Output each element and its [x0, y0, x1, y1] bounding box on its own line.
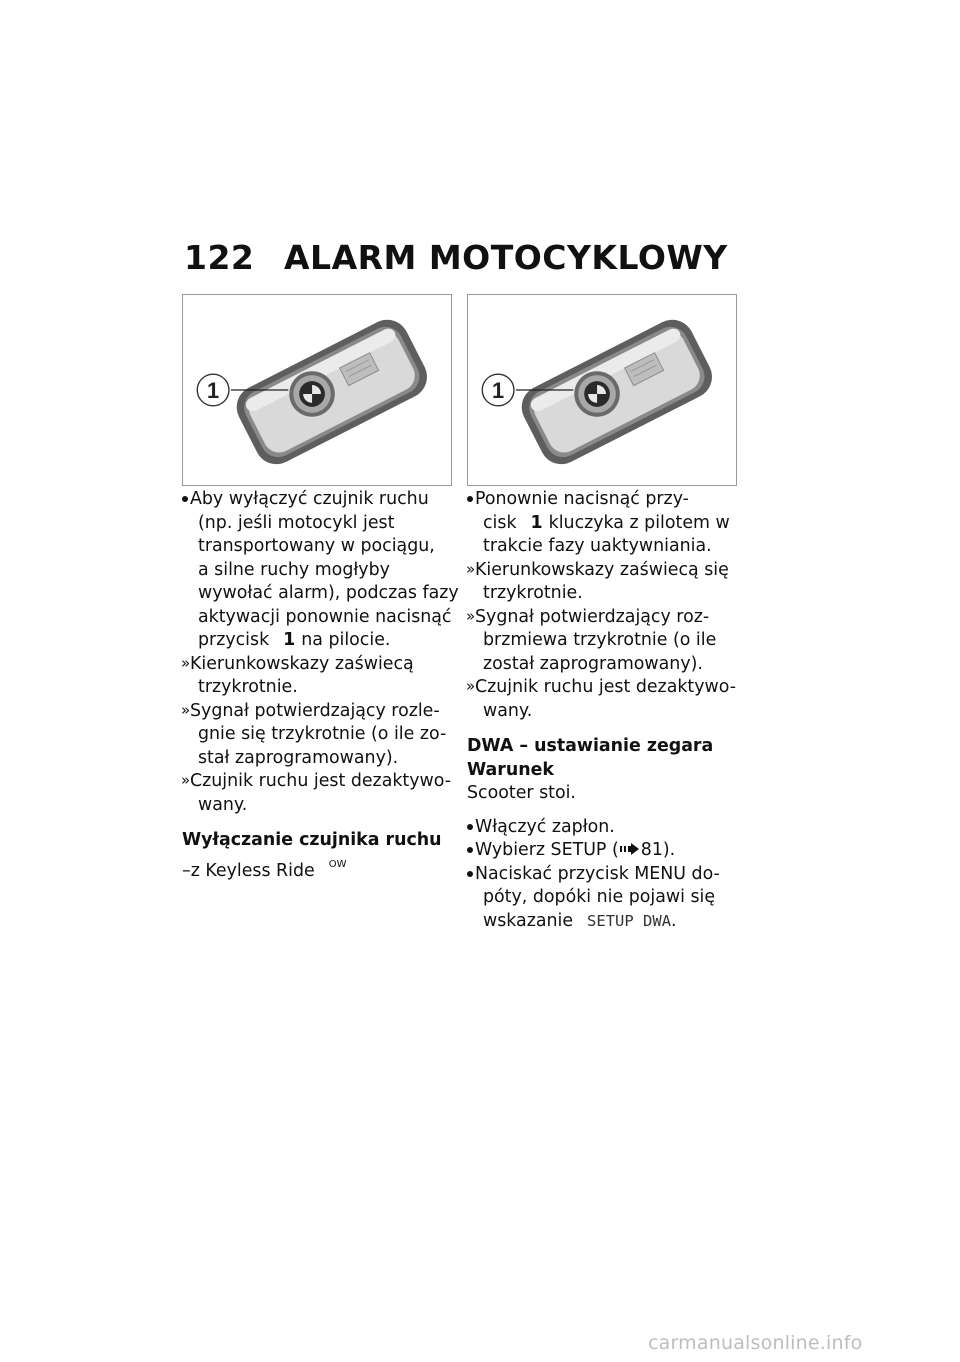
section-subheading: –z Keyless Ride $^{OW}$: [182, 858, 347, 881]
result-item: Czujnik ruchu jest dezaktywo- wany.: [475, 677, 736, 721]
result-item: Sygnał potwierdzający roz- brzmiewa trzykrotnie (o ile został zaprogramowany).: [475, 606, 717, 674]
callout-label: 1: [207, 377, 220, 403]
result-item: Kierunkowskazy zaświecą trzykrotnie.: [190, 653, 414, 697]
display-text: SETUP DWA: [587, 911, 672, 930]
reference-number: 1: [283, 630, 296, 650]
left-column: [182, 488, 459, 883]
section-heading: Wyłączanie czujnika ruchu: [182, 830, 442, 850]
bullet-item: Aby wyłączyć czujnik ruchu (np. jeśli motocykl jest transportowany w pociągu, a silne ruchy mogłyby wywołać alarm), podczas fazy aktywacji ponownie nacisnąć przycisk 1 na pilocie.: [190, 489, 459, 650]
condition-heading: Warunek: [467, 759, 554, 780]
page-reference-arrow-icon: [619, 842, 641, 856]
watermark: carmanualsonline.info: [648, 1332, 863, 1354]
option-superscript: OW: [328, 858, 347, 870]
bullet-item: Ponownie nacisnąć przy- cisk 1 kluczyka z pilotem w trakcie fazy uaktywniania.: [475, 489, 730, 556]
reference-number: 1: [530, 512, 543, 533]
section-heading: DWA – ustawianie zegara: [467, 736, 714, 756]
bullet-item: Włączyć zapłon.: [475, 816, 615, 837]
result-item: Czujnik ruchu jest dezaktywo- wany.: [190, 771, 451, 815]
bullet-item: Wybierz SETUP ( 81).: [475, 840, 676, 860]
condition-text: Scooter stoi.: [467, 783, 576, 803]
callout-label: 1: [492, 377, 505, 403]
key-fob-figure-right: [467, 294, 737, 486]
key-fob-illustration: [183, 295, 451, 485]
page-number: 122: [184, 238, 255, 277]
bullet-item: Naciskać przycisk MENU do- póty, dopóki nie pojawi się wskazanie SETUP DWA.: [475, 863, 720, 931]
result-item: Sygnał potwierdzający rozle- gnie się trzykrotnie (o ile zo- stał zaprogramowany).: [190, 700, 447, 768]
result-item: Kierunkowskazy zaświecą się trzykrotnie.: [475, 559, 729, 603]
key-fob-figure-left: [182, 294, 452, 486]
right-column: [467, 488, 737, 933]
key-fob-illustration: [468, 295, 736, 485]
page-title: ALARM MOTOCYKLOWY: [284, 238, 728, 277]
